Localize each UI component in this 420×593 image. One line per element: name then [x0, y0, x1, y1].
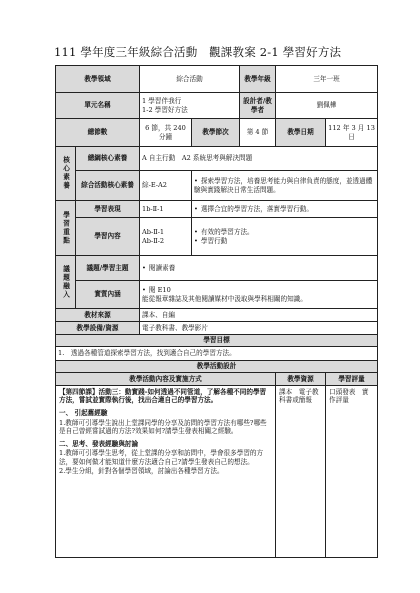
- activity-design-heading: 教學活動設計: [56, 361, 378, 373]
- grade-value: 三年一班: [276, 66, 378, 93]
- learning-content-item-1: • 有效的學習方法。: [194, 228, 375, 236]
- objectives-heading: 學習目標: [56, 335, 378, 347]
- learning-performance-label: 學習表現: [76, 201, 140, 218]
- document-title: 111 學年度三年級綜合活動 觀課教案 2-1 學習好方法: [54, 45, 342, 59]
- row-domain: [56, 66, 378, 93]
- row-design-columns: [56, 373, 378, 386]
- teaching-date-label: 教學日期: [276, 119, 326, 147]
- section-2-title: 二、思考、發表經驗與討論: [59, 440, 139, 449]
- issue-meaning-code: • 閱 E10: [142, 286, 375, 294]
- field-literacy-desc: [192, 171, 378, 201]
- row-equipment: [56, 322, 378, 335]
- row-learning-content: [56, 218, 378, 256]
- section-2-text-1: 1.教師可引導學生思考，從上堂課的分享和訪問中，學會很多學習的方法，要如何做才能知道什麼方法適合自己?請學生發表自己的想法。: [59, 449, 264, 466]
- activity-content-column-header: 教學活動內容及實施方式: [56, 373, 276, 386]
- issue-topic-value: [140, 256, 378, 281]
- equipment-label: 教學設備/資源: [56, 322, 140, 335]
- grade-label: 教學年級: [240, 66, 276, 93]
- field-literacy-code: 綜-E-A2: [140, 171, 192, 201]
- row-design-heading: [56, 361, 378, 373]
- assessment-column-header: 學習評量: [326, 373, 378, 386]
- activity-content-body: [56, 386, 276, 558]
- field-literacy-desc-text: • 探索學習方法，培養思考能力與自律負責的態度，並透過體驗與實踐解決日常生活問題。: [194, 177, 375, 193]
- total-sessions-value: 6 節，共 240 分鐘: [140, 119, 192, 147]
- domain-value: 綜合活動: [140, 66, 240, 93]
- learning-content-code-2: Ab-Ⅱ-2: [142, 236, 165, 245]
- row-field-literacy: [56, 171, 378, 201]
- row-sessions: [56, 119, 378, 147]
- unit-value-line-1: 1 學習伴我行: [142, 97, 182, 106]
- unit-value-line-2: 1-2 學習好方法: [142, 105, 188, 114]
- learning-content-items: [192, 218, 378, 256]
- field-literacy-label: 綜合活動核心素養: [76, 171, 140, 201]
- designer-label: 設計者/教學者: [240, 93, 276, 119]
- session-number-value: 第 4 節: [240, 119, 276, 147]
- row-unit: [56, 93, 378, 119]
- issue-meaning-label: 實質內涵: [76, 281, 140, 309]
- row-activity-body: [56, 386, 378, 558]
- learning-performance-desc-text: • 選擇合宜的學習方法，落實學習行動。: [194, 205, 375, 213]
- issue-meaning-value: [140, 281, 378, 309]
- learning-content-label: 學習內容: [76, 218, 140, 256]
- row-material-source: [56, 309, 378, 322]
- issue-topic-label: 議題/學習主題: [76, 256, 140, 281]
- issue-integration-label: 議題融入: [56, 256, 76, 309]
- material-source-value: 課本、自編: [140, 309, 378, 322]
- unit-label: 單元名稱: [56, 93, 140, 119]
- issue-meaning-desc: 能從報章雜誌及其他閱讀媒材中汲取與學科相關的知識。: [142, 294, 307, 303]
- core-literacy-label: 核心素養: [56, 147, 76, 201]
- total-sessions-label: 總節數: [56, 119, 140, 147]
- teaching-resource-body: 課本 電子教科書或簡報: [276, 386, 326, 558]
- designer-value: 劉佩樺: [276, 93, 378, 119]
- material-source-label: 教材來源: [56, 309, 140, 322]
- learning-content-code-1: Ab-Ⅱ-1: [142, 228, 165, 237]
- teaching-resource-column-header: 教學資源: [276, 373, 326, 386]
- section-1-text: 1.教師可引導學生說出上堂課同學的分享及訪問的學習方法有哪些?哪些是自己曾經嘗試過的方法?效果如何?請學生發表相關之經驗。: [59, 418, 267, 435]
- overall-literacy-value: A 自主行動 A2 系統思考與解決問題: [140, 147, 378, 171]
- teaching-date-value: 112 年 3 月 13 日: [326, 119, 378, 147]
- row-objectives-heading: [56, 335, 378, 347]
- domain-label: 教學領域: [56, 66, 140, 93]
- issue-topic-value-text: • 閱讀素養: [142, 264, 375, 272]
- row-issue-meaning: [56, 281, 378, 309]
- learning-performance-desc: [192, 201, 378, 218]
- section-1-title: 一、 引起舊經驗: [59, 409, 108, 418]
- section-2-text-2: 2.學生分組，針對各個學習領域，討論出各種學習方法。: [59, 466, 224, 475]
- learning-focus-label: 學習重點: [56, 201, 76, 256]
- equipment-value: 電子教科書、教學影片: [140, 322, 378, 335]
- learning-performance-code: 1b-Ⅱ-1: [140, 201, 192, 218]
- row-overall-literacy: [56, 147, 378, 171]
- session-number-label: 教學節次: [192, 119, 240, 147]
- row-issue-topic: [56, 256, 378, 281]
- assessment-body: 口頭發表 實作評量: [326, 386, 378, 558]
- activity-lead: 【第四節課】活動三：動實踐-如何透過不同管道，了解各種不同的學習方法，嘗試並實際執行後，找出合適自己的學習方法。: [59, 388, 267, 405]
- objective-item-1: 1. 透過各種管道探索學習方法，找到適合自己的學習方法。: [56, 347, 378, 361]
- unit-value: [140, 93, 240, 119]
- overall-literacy-label: 總綱核心素養: [76, 147, 140, 171]
- lesson-plan-table: [55, 65, 378, 558]
- learning-content-item-2: • 學習行動: [194, 237, 375, 245]
- row-objective-1: [56, 347, 378, 361]
- learning-content-codes: [140, 218, 192, 256]
- row-learning-performance: [56, 201, 378, 218]
